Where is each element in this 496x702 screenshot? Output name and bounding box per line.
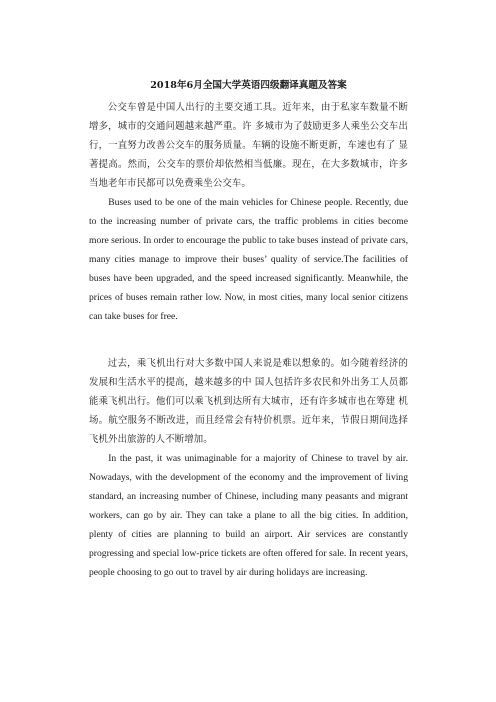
passage-1-english: Buses used to be one of the main vehicles for Chinese people. Recently, due to the increasing number of private cars, the traffic problems in cities become more serious. In order to encourage the public to take buses instead of private cars, many cities manage to improve their buses’ quality of service.The facilities of buses have been upgraded, and the speed increased significantly. Meanwhile, the prices of buses remain rather low. Now, in most cities, many local senior citizens can take buses for free. (89, 197, 408, 322)
passage-1-chinese: 公交车曾是中国人出行的主要交通工具。近年来，由于私家车数量不断增多，城市的交通问题越来越严重。许 多城市为了鼓励更多人乘坐公交车出行，一直努力改善公交车的服务质量。车辆的设施不断更新，车速也有了 显著提高。然而，公交车的票价却依然相当低廉。现在，在大多数城市，许多当地老年市民都可以免费乘坐公交车。 (89, 102, 408, 189)
document-title: 2018年6月全国大学英语四级翻译真题及答案 (150, 80, 347, 91)
document-body (89, 79, 408, 582)
passage-2-chinese: 过去，乘飞机出行对大多数中国人来说是难以想象的。如今随着经济的发展和生活水平的提高，越来越多的中 国人包括许多农民和外出务工人员都能乘飞机出行。他们可以乘飞机到达所有大城市，还有许多城市也在筹建 机场。航空服务不断改进，而且经常会有特价机票。近年来，节假日期间选择飞机外出旅游的人不断增加。 (89, 358, 408, 445)
passage-2-english: In the past, it was unimaginable for a majority of Chinese to travel by air. Nowadays, with the development of the economy and the improvement of living standard, an increasing number of Chinese, including many peasants and migrant workers, can go by air. They can take a plane to all the big cities. In addition, plenty of cities are planning to build an airport. Air services are constantly progressing and special low-price tickets are often offered for sale. In recent years, people choosing to go out to travel by air during holidays are increasing. (89, 453, 408, 578)
section-spacer (89, 326, 408, 354)
